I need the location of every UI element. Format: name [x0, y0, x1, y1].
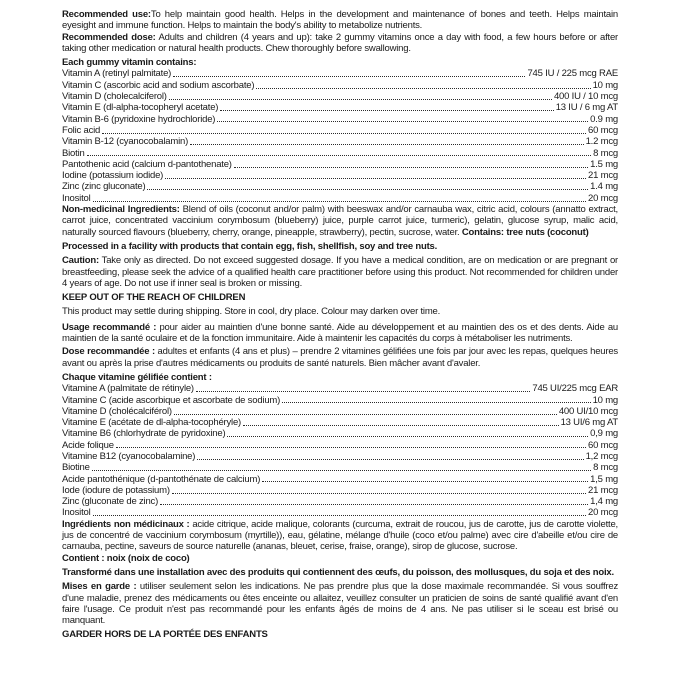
vitamin-value: 400 UI/10 mcg [558, 405, 618, 417]
vitamin-name: Inositol [62, 192, 91, 204]
chaque-vitamine-heading: Chaque vitamine gélifiée contient : [62, 371, 212, 383]
vitamin-value: 1,4 mg [590, 496, 618, 508]
dot-leader [227, 436, 588, 437]
dot-leader [243, 425, 559, 426]
vitamin-value: 60 mcg [588, 439, 618, 451]
dot-leader [234, 167, 588, 168]
dot-leader [197, 459, 583, 460]
dose-recommandee-label: Dose recommandée : [62, 346, 155, 358]
ingredients-non-medicinaux-paragraph [62, 519, 618, 553]
vitamin-row [62, 383, 618, 394]
dot-leader [93, 201, 587, 202]
vitamin-name: Folic acid [62, 124, 101, 136]
vitamin-name: Vitamin C (ascorbic acid and sodium ascorbate) [62, 79, 255, 91]
dot-leader [165, 178, 586, 179]
vitamin-name: Vitamine C (acide ascorbique et ascorbate de sodium) [62, 394, 281, 406]
vitamin-name: Zinc (gluconate de zinc) [62, 496, 159, 508]
vitamin-row [62, 148, 618, 159]
caution-paragraph [62, 255, 618, 289]
vitamin-name: Vitamin A (retinyl palmitate) [62, 68, 172, 80]
non-medicinal-text: Blend of oils (coconut and/or palm) with beeswax and/or carnauba wax, citric acid, colours (annatto extract, carrot juice, concentrated vaccinium corymbosum (blueberry) juice, purple carrot juice, turmeric), gelatin, glucose syrup, malic acid, naturally sourced flavours (blueberry, cherry, orange, pineapple, strawberry), pectin, sucrose, water. [62, 204, 618, 238]
dot-leader [220, 110, 553, 111]
dot-leader [147, 189, 588, 190]
contient-allergen-statement: Contient : noix (noix de coco) [62, 552, 190, 564]
vitamin-row [62, 102, 618, 113]
vitamin-name: Vitamine A (palmitate de rétinyle) [62, 383, 194, 395]
vitamin-value: 13 IU / 6 mg AT [555, 102, 618, 114]
contains-allergen-statement: Contains: tree nuts (coconut) [461, 226, 589, 238]
vitamin-name: Vitamin B-12 (cyanocobalamin) [62, 136, 189, 148]
usage-recommande-label: Usage recommandé : [62, 321, 157, 333]
vitamin-row [62, 193, 618, 204]
vitamin-row [62, 440, 618, 451]
vitamin-name: Vitamin B-6 (pyridoxine hydrochloride) [62, 113, 216, 125]
usage-recommande-paragraph [62, 322, 618, 345]
vitamin-value: 10 mg [592, 79, 618, 91]
vitamin-name: Zinc (zinc gluconate) [62, 181, 146, 193]
vitamin-name: Vitamin D (cholecalciferol) [62, 91, 167, 103]
recommended-use-paragraph [62, 9, 618, 32]
vitamin-value: 745 IU / 225 mcg RAE [527, 68, 618, 80]
non-medicinal-label: Non-medicinal Ingredients: [62, 204, 180, 216]
vitamin-value: 1.4 mg [590, 181, 618, 193]
vitamin-row [62, 114, 618, 125]
vitamin-value: 745 UI/225 mcg EAR [532, 383, 618, 395]
vitamin-list-en [62, 68, 618, 204]
vitamin-value: 20 mcg [588, 507, 618, 519]
non-medicinal-paragraph [62, 204, 618, 238]
dot-leader [116, 447, 586, 448]
dot-leader [262, 481, 588, 482]
vitamin-name: Vitamin E (dl-alpha-tocopheryl acetate) [62, 102, 219, 114]
dot-leader [196, 391, 530, 392]
dot-leader [190, 144, 584, 145]
vitamin-name: Iode (iodure de potassium) [62, 484, 170, 496]
vitamin-value: 0,9 mg [590, 428, 618, 440]
vitamin-row [62, 428, 618, 439]
vitamin-name: Iodine (potassium iodide) [62, 170, 164, 182]
vitamin-row [62, 80, 618, 91]
vitamin-row [62, 159, 618, 170]
vitamin-value: 21 mcg [588, 484, 618, 496]
caution-text: Take only as directed. Do not exceed suggested dosage. If you have a medical condition, are on medication or are pregnant or breastfeeding, please seek the advice of a qualified health care practitioner before using this product. Not recommended for children under 4 years of age. Do not use if inner seal is broken or missing. [62, 255, 618, 289]
recommended-use-label: Recommended use: [62, 9, 151, 20]
vitamin-row [62, 451, 618, 462]
vitamin-value: 1,5 mg [590, 473, 618, 485]
vitamin-value: 0.9 mg [590, 113, 618, 125]
recommended-dose-label: Recommended dose: [62, 31, 156, 43]
vitamin-list-fr [62, 383, 618, 519]
dot-leader [217, 121, 588, 122]
vitamin-row [62, 395, 618, 406]
vitamin-value: 1.5 mg [590, 158, 618, 170]
dose-recommandee-paragraph [62, 346, 618, 369]
dot-leader [169, 99, 552, 100]
garder-heading: GARDER HORS DE LA PORTÉE DES ENFANTS [62, 629, 268, 641]
dot-leader [282, 402, 591, 403]
vitamin-row [62, 181, 618, 192]
vitamin-value: 13 UI/6 mg AT [560, 417, 618, 429]
vitamin-value: 8 mcg [593, 462, 618, 474]
vitamin-row [62, 68, 618, 79]
usage-recommande-text: pour aider au maintien d'une bonne santé. Aide au développement et au maintien des os et des dents. Aide au maintien de la santé oculaire et de la fonction immunitaire. Aide à maintenir les capacités du corps à métaboliser les nutriments. [62, 321, 618, 345]
dot-leader [92, 470, 591, 471]
each-gummy-contains-heading: Each gummy vitamin contains: [62, 57, 197, 69]
vitamin-value: 1,2 mcg [585, 450, 618, 462]
vitamin-name: Acide folique [62, 439, 114, 451]
transforme-facility-statement: Transformé dans une installation avec des produits qui contiennent des œufs, du poisson, des mollusques, du soja et des noix. [62, 566, 614, 578]
ingredients-non-medicinaux-label: Ingrédients non médicinaux : [62, 518, 190, 530]
dot-leader [87, 155, 592, 156]
settle-statement: This product may settle during shipping. Store in cool, dry place. Colour may darken over time. [62, 306, 441, 318]
dot-leader [172, 493, 586, 494]
recommended-dose-text: Adults and children (4 years and up): take 2 gummy vitamins once a day with food, a few hours before or after taking other medication or natural health products. Chew thoroughly before swallowing. [62, 31, 618, 54]
processed-facility-statement: Processed in a facility with products that contain egg, fish, shellfish, soy and tree nuts. [62, 240, 438, 252]
vitamin-name: Pantothenic acid (calcium d-pantothenate) [62, 158, 232, 170]
vitamin-row [62, 485, 618, 496]
vitamin-name: Biotine [62, 462, 90, 474]
dot-leader [102, 133, 586, 134]
vitamin-value: 8 mcg [593, 147, 618, 159]
mises-en-garde-paragraph [62, 581, 618, 626]
vitamin-value: 1.2 mcg [585, 136, 618, 148]
vitamin-row [62, 507, 618, 518]
vitamin-name: Vitamine B6 (chlorhydrate de pyridoxine) [62, 428, 226, 440]
keep-out-heading: KEEP OUT OF THE REACH OF CHILDREN [62, 292, 246, 304]
vitamin-row [62, 136, 618, 147]
dot-leader [174, 414, 557, 415]
vitamin-row [62, 474, 618, 485]
vitamin-name: Vitamine E (acétate de dl-alpha-tocophéryle) [62, 417, 242, 429]
vitamin-value: 400 IU / 10 mcg [553, 91, 618, 103]
dot-leader [160, 504, 588, 505]
vitamin-row [62, 462, 618, 473]
vitamin-row [62, 125, 618, 136]
ingredients-non-medicinaux-text: acide citrique, acide malique, colorants (curcuma, extrait de roucou, jus de carotte, jus de carotte violette, jus de concentré de vaccinium corymbosum (myrtille)), eau, gélatine, mélange d'huile (coco et/ou palme) avec cire d'abeille et/ou cire de carnauba, pectine, saveurs de source naturelle (ananas, bleuet, cerise, fraise, orange), sirop de glucose, sucrose. [62, 518, 618, 553]
dot-leader [173, 76, 525, 77]
vitamin-value: 60 mcg [588, 124, 618, 136]
recommended-dose-paragraph [62, 32, 618, 55]
vitamin-value: 20 mcg [588, 192, 618, 204]
dot-leader [256, 88, 590, 89]
vitamin-name: Vitamine B12 (cyanocobalamine) [62, 450, 196, 462]
mises-en-garde-text: utiliser seulement selon les indications. Ne pas prendre plus que la dose maximale recommandée. Si vous souffrez d'une maladie, prenez des médicaments ou êtes enceinte ou allaitez, veuillez consulter un praticien de soins de santé qualifié avant d'en faire l'usage. Ce produit n'est pas recommandé pour les enfants âgés de moins de 4 ans. Ne pas utiliser si le sceau est brisé ou manquant. [62, 581, 618, 627]
vitamin-row [62, 496, 618, 507]
vitamin-name: Biotin [62, 147, 85, 159]
vitamin-row [62, 170, 618, 181]
dot-leader [93, 515, 587, 516]
mises-en-garde-label: Mises en garde : [62, 581, 137, 593]
vitamin-name: Inositol [62, 507, 91, 519]
vitamin-row [62, 91, 618, 102]
vitamin-row [62, 417, 618, 428]
vitamin-value: 10 mg [592, 394, 618, 406]
caution-label: Caution: [62, 255, 99, 267]
vitamin-name: Vitamine D (cholécalciférol) [62, 405, 172, 417]
dose-recommandee-text: adultes et enfants (4 ans et plus) – prendre 2 vitamines gélifiées une fois par jour avec les repas, quelques heures avant ou après la prise d'autres médicaments ou produits de santé naturels. Bien mâcher avant d'avaler. [62, 346, 618, 369]
vitamin-row [62, 406, 618, 417]
vitamin-value: 21 mcg [588, 170, 618, 182]
recommended-use-text: To help maintain good health. Helps in the development and maintenance of bones and teeth. Helps maintain eyesight and immune function. Helps to maintain the body's ability to metabolize nutrients. [62, 9, 618, 32]
vitamin-name: Acide pantothénique (d-pantothénate de calcium) [62, 473, 261, 485]
